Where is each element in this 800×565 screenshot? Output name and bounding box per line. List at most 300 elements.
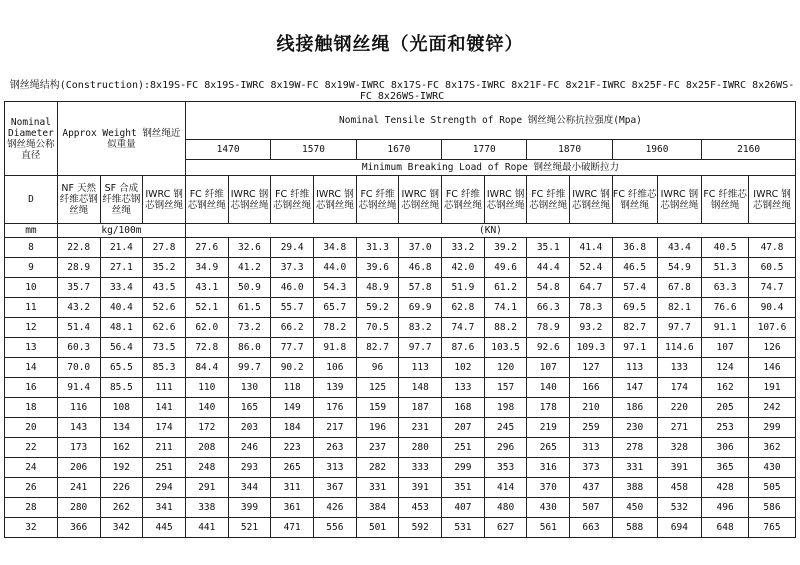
diameter-cell: 16: [5, 378, 58, 398]
load-cell: 426: [314, 498, 357, 518]
load-cell: 97.7: [657, 318, 702, 338]
load-cell: 48.9: [356, 278, 399, 298]
weight-cell: 65.5: [100, 358, 143, 378]
weight-cell: 51.4: [57, 318, 100, 338]
load-cell: 351: [442, 478, 485, 498]
load-cell: 453: [399, 498, 442, 518]
load-cell: 107: [527, 358, 570, 378]
load-cell: 70.5: [356, 318, 399, 338]
load-cell: 65.7: [314, 298, 357, 318]
weight-cell: 85.5: [100, 378, 143, 398]
load-cell: 60.5: [749, 258, 796, 278]
load-cell: 248: [185, 458, 228, 478]
load-cell: 139: [314, 378, 357, 398]
table-row: [5, 298, 796, 318]
load-cell: 217: [314, 418, 357, 438]
load-cell: 184: [271, 418, 314, 438]
table-row: [5, 478, 796, 498]
weight-cell: 27.1: [100, 258, 143, 278]
load-cell: 196: [356, 418, 399, 438]
load-cell: 331: [612, 458, 657, 478]
load-cell: 507: [570, 498, 613, 518]
weight-cell: 226: [100, 478, 143, 498]
load-cell: 74.7: [749, 278, 796, 298]
grade-header: 1470: [185, 140, 270, 160]
load-cell: 441: [185, 518, 228, 538]
diameter-cell: 28: [5, 498, 58, 518]
diameter-cell: 32: [5, 518, 58, 538]
load-cell: 77.7: [271, 338, 314, 358]
weight-cell: 366: [57, 518, 100, 538]
load-cell: 46.0: [271, 278, 314, 298]
diameter-cell: 9: [5, 258, 58, 278]
load-cell: 113: [612, 358, 657, 378]
load-cell: 90.2: [271, 358, 314, 378]
load-cell: 118: [271, 378, 314, 398]
load-cell: 46.8: [399, 258, 442, 278]
load-cell: 34.9: [185, 258, 228, 278]
load-cell: 296: [484, 438, 527, 458]
load-cell: 291: [185, 478, 228, 498]
load-cell: 219: [527, 418, 570, 438]
load-cell: 127: [570, 358, 613, 378]
load-cell: 333: [399, 458, 442, 478]
load-cell: 430: [749, 458, 796, 478]
weight-cell: 162: [100, 438, 143, 458]
load-cell: 373: [570, 458, 613, 478]
load-cell: 592: [399, 518, 442, 538]
load-cell: 62.0: [185, 318, 228, 338]
weight-cell: 241: [57, 478, 100, 498]
load-cell: 191: [749, 378, 796, 398]
weight-cell: 28.9: [57, 258, 100, 278]
load-cell: 39.2: [484, 238, 527, 258]
table-row: [5, 338, 796, 358]
diameter-cell: 13: [5, 338, 58, 358]
weight-cell: 294: [143, 478, 186, 498]
diameter-cell: 18: [5, 398, 58, 418]
weight-cell: 52.6: [143, 298, 186, 318]
load-cell: 54.8: [527, 278, 570, 298]
load-cell: 430: [527, 498, 570, 518]
weight-cell: 108: [100, 398, 143, 418]
d-header: D: [5, 176, 58, 224]
load-cell: 69.9: [399, 298, 442, 318]
load-cell: 391: [399, 478, 442, 498]
load-cell: 663: [570, 518, 613, 538]
load-cell: 203: [228, 418, 271, 438]
load-cell: 35.1: [527, 238, 570, 258]
load-cell: 61.2: [484, 278, 527, 298]
load-col-fc: FC 纤维芯钢丝绳: [185, 176, 228, 224]
load-cell: 62.8: [442, 298, 485, 318]
table-row: [5, 358, 796, 378]
load-cell: 501: [356, 518, 399, 538]
diameter-cell: 8: [5, 238, 58, 258]
load-col-iwrc: IWRC 钢芯钢丝绳: [484, 176, 527, 224]
weight-cell: 445: [143, 518, 186, 538]
unit-mm: mm: [5, 224, 58, 238]
load-cell: 282: [356, 458, 399, 478]
load-cell: 253: [702, 418, 749, 438]
load-cell: 146: [749, 358, 796, 378]
weight-col-sf: SF 合成纤维芯钢丝绳: [100, 176, 143, 224]
load-cell: 437: [570, 478, 613, 498]
load-cell: 391: [657, 458, 702, 478]
load-cell: 496: [702, 498, 749, 518]
load-cell: 147: [612, 378, 657, 398]
table-row: [5, 398, 796, 418]
table-row: [5, 418, 796, 438]
load-cell: 278: [612, 438, 657, 458]
weight-cell: 35.7: [57, 278, 100, 298]
weight-cell: 341: [143, 498, 186, 518]
load-cell: 110: [185, 378, 228, 398]
load-cell: 299: [749, 418, 796, 438]
load-cell: 293: [228, 458, 271, 478]
load-cell: 176: [314, 398, 357, 418]
load-cell: 588: [612, 518, 657, 538]
load-cell: 428: [702, 478, 749, 498]
load-cell: 338: [185, 498, 228, 518]
diameter-cell: 14: [5, 358, 58, 378]
load-cell: 414: [484, 478, 527, 498]
load-cell: 52.1: [185, 298, 228, 318]
load-cell: 78.9: [527, 318, 570, 338]
load-cell: 76.6: [702, 298, 749, 318]
weight-cell: 62.6: [143, 318, 186, 338]
load-cell: 328: [657, 438, 702, 458]
load-cell: 259: [570, 418, 613, 438]
load-cell: 88.2: [484, 318, 527, 338]
load-cell: 765: [749, 518, 796, 538]
load-cell: 74.7: [442, 318, 485, 338]
load-cell: 109.3: [570, 338, 613, 358]
load-cell: 27.6: [185, 238, 228, 258]
weight-cell: 143: [57, 418, 100, 438]
load-cell: 246: [228, 438, 271, 458]
load-cell: 51.9: [442, 278, 485, 298]
table-row: [5, 518, 796, 538]
load-cell: 362: [749, 438, 796, 458]
load-cell: 344: [228, 478, 271, 498]
weight-cell: 91.4: [57, 378, 100, 398]
load-cell: 157: [484, 378, 527, 398]
load-cell: 313: [570, 438, 613, 458]
load-cell: 162: [702, 378, 749, 398]
load-col-fc: FC 纤维芯钢丝绳: [702, 176, 749, 224]
weight-cell: 342: [100, 518, 143, 538]
load-cell: 40.5: [702, 238, 749, 258]
load-cell: 61.5: [228, 298, 271, 318]
weight-cell: 262: [100, 498, 143, 518]
approx-weight-header: Approx Weight 钢丝绳近似重量: [57, 102, 185, 176]
weight-cell: 27.8: [143, 238, 186, 258]
load-cell: 149: [271, 398, 314, 418]
load-cell: 103.5: [484, 338, 527, 358]
load-cell: 41.2: [228, 258, 271, 278]
load-cell: 458: [657, 478, 702, 498]
load-cell: 55.7: [271, 298, 314, 318]
load-cell: 29.4: [271, 238, 314, 258]
load-cell: 44.0: [314, 258, 357, 278]
load-cell: 165: [228, 398, 271, 418]
load-cell: 471: [271, 518, 314, 538]
table-row: [5, 278, 796, 298]
load-col-iwrc: IWRC 钢芯钢丝绳: [570, 176, 613, 224]
load-cell: 69.5: [612, 298, 657, 318]
diameter-cell: 10: [5, 278, 58, 298]
load-cell: 72.8: [185, 338, 228, 358]
weight-cell: 111: [143, 378, 186, 398]
weight-cell: 56.4: [100, 338, 143, 358]
construction-line: 钢丝绳结构(Construction):8x19S-FC 8x19S-IWRC 8x19W-FC 8x19W-IWRC 8x17S-FC 8x17S-IWRC 8x21F-FC 8x21F-IWRC 8x25F-FC 8x25F-IWRC 8x26WS-FC 8x26WS-IWRC: [9, 80, 795, 102]
load-cell: 39.6: [356, 258, 399, 278]
load-cell: 32.6: [228, 238, 271, 258]
load-cell: 107.6: [749, 318, 796, 338]
weight-cell: 60.3: [57, 338, 100, 358]
load-col-fc: FC 纤维芯钢丝绳: [442, 176, 485, 224]
load-cell: 125: [356, 378, 399, 398]
load-col-iwrc: IWRC 钢芯钢丝绳: [399, 176, 442, 224]
load-cell: 231: [399, 418, 442, 438]
load-cell: 37.3: [271, 258, 314, 278]
load-cell: 52.4: [570, 258, 613, 278]
nominal-diameter-header: Nominal Diameter 钢丝绳公称直径: [5, 102, 58, 176]
load-cell: 126: [749, 338, 796, 358]
weight-col-iwrc: IWRC 钢芯钢丝绳: [143, 176, 186, 224]
load-cell: 532: [657, 498, 702, 518]
weight-cell: 280: [57, 498, 100, 518]
load-cell: 124: [702, 358, 749, 378]
load-cell: 198: [484, 398, 527, 418]
weight-cell: 173: [57, 438, 100, 458]
load-cell: 223: [271, 438, 314, 458]
load-col-iwrc: IWRC 钢芯钢丝绳: [657, 176, 702, 224]
unit-weight: kg/100m: [57, 224, 185, 238]
rope-spec-table: [4, 101, 796, 538]
load-cell: 67.8: [657, 278, 702, 298]
weight-cell: 134: [100, 418, 143, 438]
load-cell: 694: [657, 518, 702, 538]
load-cell: 210: [570, 398, 613, 418]
diameter-cell: 24: [5, 458, 58, 478]
load-cell: 505: [749, 478, 796, 498]
weight-cell: 174: [143, 418, 186, 438]
load-cell: 49.6: [484, 258, 527, 278]
load-cell: 648: [702, 518, 749, 538]
load-cell: 237: [356, 438, 399, 458]
load-cell: 82.7: [356, 338, 399, 358]
load-cell: 313: [314, 458, 357, 478]
load-cell: 140: [527, 378, 570, 398]
page-title: 线接触钢丝绳（光面和镀锌）: [276, 34, 524, 55]
load-cell: 384: [356, 498, 399, 518]
load-cell: 205: [702, 398, 749, 418]
load-cell: 521: [228, 518, 271, 538]
load-cell: 106: [314, 358, 357, 378]
min-breaking-header: Minimum Breaking Load of Rope 钢丝绳最小破断拉力: [185, 160, 795, 176]
load-cell: 367: [314, 478, 357, 498]
diameter-cell: 26: [5, 478, 58, 498]
load-cell: 73.2: [228, 318, 271, 338]
table-row: [5, 378, 796, 398]
weight-cell: 40.4: [100, 298, 143, 318]
nominal-tensile-header: Nominal Tensile Strength of Rope 钢丝绳公称抗拉强度(Mpa): [185, 102, 795, 140]
weight-cell: 116: [57, 398, 100, 418]
load-cell: 172: [185, 418, 228, 438]
load-cell: 63.3: [702, 278, 749, 298]
load-cell: 78.2: [314, 318, 357, 338]
load-cell: 187: [399, 398, 442, 418]
load-cell: 561: [527, 518, 570, 538]
diameter-cell: 11: [5, 298, 58, 318]
load-cell: 299: [442, 458, 485, 478]
load-cell: 34.8: [314, 238, 357, 258]
load-cell: 97.1: [612, 338, 657, 358]
table-row: [5, 238, 796, 258]
load-cell: 556: [314, 518, 357, 538]
load-cell: 59.2: [356, 298, 399, 318]
load-cell: 353: [484, 458, 527, 478]
diameter-cell: 20: [5, 418, 58, 438]
load-col-iwrc: IWRC 钢芯钢丝绳: [228, 176, 271, 224]
weight-cell: 22.8: [57, 238, 100, 258]
load-cell: 265: [527, 438, 570, 458]
grade-header: 1770: [442, 140, 527, 160]
load-cell: 207: [442, 418, 485, 438]
load-cell: 43.1: [185, 278, 228, 298]
load-cell: 91.1: [702, 318, 749, 338]
load-cell: 361: [271, 498, 314, 518]
load-cell: 178: [527, 398, 570, 418]
load-cell: 87.6: [442, 338, 485, 358]
load-cell: 57.8: [399, 278, 442, 298]
load-cell: 148: [399, 378, 442, 398]
weight-cell: 206: [57, 458, 100, 478]
load-cell: 37.0: [399, 238, 442, 258]
weight-cell: 43.2: [57, 298, 100, 318]
load-cell: 133: [657, 358, 702, 378]
table-row: [5, 318, 796, 338]
table-row: [5, 438, 796, 458]
load-cell: 82.1: [657, 298, 702, 318]
load-cell: 586: [749, 498, 796, 518]
load-cell: 306: [702, 438, 749, 458]
weight-cell: 73.5: [143, 338, 186, 358]
load-cell: 263: [314, 438, 357, 458]
load-cell: 130: [228, 378, 271, 398]
load-cell: 54.9: [657, 258, 702, 278]
load-col-fc: FC 纤维芯钢丝绳: [527, 176, 570, 224]
grade-header: 1670: [356, 140, 441, 160]
load-cell: 388: [612, 478, 657, 498]
load-cell: 220: [657, 398, 702, 418]
load-cell: 91.8: [314, 338, 357, 358]
load-col-iwrc: IWRC 钢芯钢丝绳: [749, 176, 796, 224]
load-cell: 82.7: [612, 318, 657, 338]
unit-load: (KN): [185, 224, 795, 238]
load-cell: 31.3: [356, 238, 399, 258]
load-cell: 365: [702, 458, 749, 478]
load-cell: 531: [442, 518, 485, 538]
load-cell: 51.3: [702, 258, 749, 278]
load-cell: 43.4: [657, 238, 702, 258]
load-cell: 86.0: [228, 338, 271, 358]
grade-header: 1960: [612, 140, 701, 160]
load-cell: 311: [271, 478, 314, 498]
weight-cell: 35.2: [143, 258, 186, 278]
weight-cell: 251: [143, 458, 186, 478]
load-cell: 96: [356, 358, 399, 378]
load-cell: 331: [356, 478, 399, 498]
load-cell: 114.6: [657, 338, 702, 358]
weight-cell: 141: [143, 398, 186, 418]
load-cell: 44.4: [527, 258, 570, 278]
load-cell: 83.2: [399, 318, 442, 338]
load-cell: 140: [185, 398, 228, 418]
load-cell: 78.3: [570, 298, 613, 318]
weight-col-nf: NF 天然纤维芯钢丝绳: [57, 176, 100, 224]
table-row: [5, 258, 796, 278]
load-cell: 280: [399, 438, 442, 458]
load-col-fc: FC 纤维芯钢丝绳: [271, 176, 314, 224]
load-cell: 47.8: [749, 238, 796, 258]
load-cell: 271: [657, 418, 702, 438]
load-cell: 113: [399, 358, 442, 378]
weight-cell: 192: [100, 458, 143, 478]
grade-header: 1870: [527, 140, 612, 160]
load-cell: 407: [442, 498, 485, 518]
load-col-fc: FC 纤维芯钢丝绳: [356, 176, 399, 224]
weight-cell: 48.1: [100, 318, 143, 338]
load-cell: 120: [484, 358, 527, 378]
load-cell: 627: [484, 518, 527, 538]
diameter-cell: 22: [5, 438, 58, 458]
load-cell: 168: [442, 398, 485, 418]
load-cell: 36.8: [612, 238, 657, 258]
load-cell: 93.2: [570, 318, 613, 338]
weight-cell: 21.4: [100, 238, 143, 258]
load-cell: 251: [442, 438, 485, 458]
load-cell: 480: [484, 498, 527, 518]
load-cell: 399: [228, 498, 271, 518]
weight-cell: 85.3: [143, 358, 186, 378]
load-cell: 102: [442, 358, 485, 378]
table-row: [5, 498, 796, 518]
weight-cell: 33.4: [100, 278, 143, 298]
load-cell: 186: [612, 398, 657, 418]
table-body: [5, 238, 796, 538]
load-cell: 107: [702, 338, 749, 358]
load-cell: 66.3: [527, 298, 570, 318]
load-cell: 265: [271, 458, 314, 478]
load-cell: 208: [185, 438, 228, 458]
diameter-cell: 12: [5, 318, 58, 338]
weight-cell: 211: [143, 438, 186, 458]
load-cell: 66.2: [271, 318, 314, 338]
load-cell: 92.6: [527, 338, 570, 358]
load-cell: 99.7: [228, 358, 271, 378]
load-cell: 174: [657, 378, 702, 398]
load-cell: 42.0: [442, 258, 485, 278]
load-cell: 90.4: [749, 298, 796, 318]
load-cell: 41.4: [570, 238, 613, 258]
load-cell: 46.5: [612, 258, 657, 278]
load-cell: 64.7: [570, 278, 613, 298]
load-cell: 57.4: [612, 278, 657, 298]
load-cell: 230: [612, 418, 657, 438]
